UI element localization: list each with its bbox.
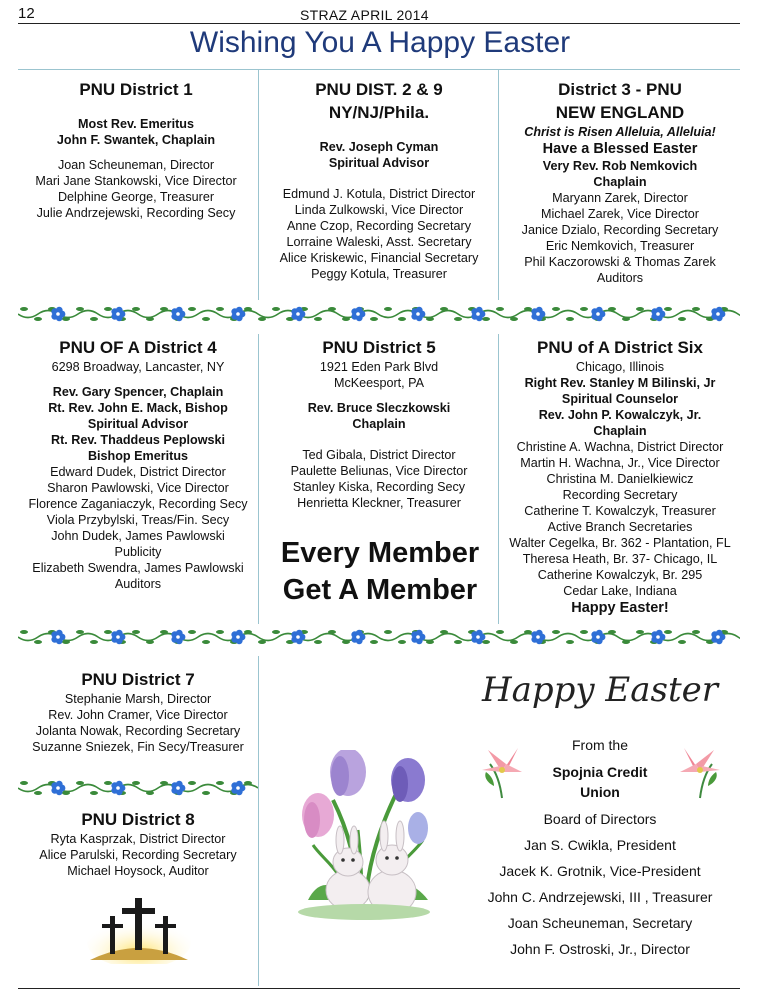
clergy-line: Rt. Rev. Thaddeus Peplowski: [50, 433, 226, 447]
officer-line: Eric Nemkovich, Treasurer: [545, 239, 695, 253]
vine-flower: [231, 307, 245, 321]
running-head: STRAZ APRIL 2014: [300, 7, 429, 23]
vine-leaf: [454, 640, 462, 644]
officer-line: Viola Przybylski, Treas/Fin. Secy: [46, 513, 230, 527]
slogan: [262, 535, 498, 609]
vine-leaf: [146, 640, 154, 644]
vine-leaf: [216, 307, 224, 311]
crosses-icon: [86, 892, 192, 964]
officer-line: Auditors: [114, 577, 162, 591]
officer-line: Recording Secretary: [562, 488, 678, 502]
vine-flower: [171, 630, 185, 644]
page-number: 12: [18, 5, 35, 22]
top-rule: [18, 23, 740, 24]
vine-leaf: [244, 307, 252, 311]
officer-line: Mari Jane Stankowski, Vice Director: [35, 174, 237, 188]
officer-line: Theresa Heath, Br. 37- Chicago, IL: [522, 552, 718, 566]
clergy-line: Spiritual Counselor: [561, 392, 679, 406]
district-3: [500, 78, 740, 286]
board-member: John C. Andrzejewski, III , Treasurer: [487, 889, 713, 905]
officer-line: Publicity: [114, 545, 162, 559]
officer-line: Joan Scheuneman, Director: [57, 158, 215, 172]
advisor-line: Rev. Joseph Cyman: [319, 140, 439, 154]
officer-line: Ryta Kasprzak, District Director: [50, 832, 226, 846]
vine-leaf: [188, 307, 196, 311]
vine-leaf: [160, 630, 168, 634]
vine-leaf: [90, 317, 98, 321]
district-heading: PNU District 8: [81, 810, 195, 829]
vine-leaf: [552, 307, 560, 311]
slogan-line: Every Member: [280, 537, 480, 569]
from-line: From the: [571, 737, 628, 753]
district-5: [260, 336, 498, 511]
board-member: Jacek K. Grotnik, Vice-President: [499, 863, 701, 879]
district-8: [18, 808, 258, 879]
vine-leaf: [188, 781, 196, 785]
district-2-9: [260, 78, 498, 282]
officer-line: Henrietta Kleckner, Treasurer: [297, 496, 461, 510]
district-heading: PNU of A District Six: [537, 338, 703, 357]
vine-leaf: [342, 317, 350, 321]
closing-wish: Happy Easter!: [571, 600, 669, 616]
clergy-line: Rev. Gary Spencer, Chaplain: [52, 385, 224, 399]
vine-leaf: [76, 781, 84, 785]
officer-line: Anne Czop, Recording Secretary: [286, 219, 472, 233]
clergy-line: Chaplain: [593, 424, 647, 438]
vine-flower: [411, 630, 425, 644]
district-heading: PNU DIST. 2 & 9: [315, 80, 443, 99]
vine-leaf: [104, 781, 112, 785]
vine-leaf: [202, 640, 210, 644]
officer-line: Julie Andrzejewski, Recording Secy: [36, 206, 236, 220]
district-heading: NY/NJ/Phila.: [328, 103, 430, 122]
officer-line: Janice Dzialo, Recording Secretary: [521, 223, 719, 237]
vine-leaf: [258, 317, 266, 321]
vine-leaf: [62, 317, 70, 321]
vine-leaf: [34, 791, 42, 795]
officer-line: Michael Hoysock, Auditor: [67, 864, 209, 878]
vine-leaf: [678, 640, 686, 644]
clergy-line: Spiritual Advisor: [87, 417, 189, 431]
officer-line: Alice Kriskewic, Financial Secretary: [279, 251, 479, 265]
district-heading: PNU District 1: [79, 80, 193, 99]
vine-leaf: [244, 630, 252, 634]
officer-line: Jolanta Nowak, Recording Secretary: [35, 724, 241, 738]
vine-leaf: [76, 630, 84, 634]
address: 6298 Broadway, Lancaster, NY: [51, 360, 225, 374]
vine-leaf: [440, 630, 448, 634]
vine-leaf: [664, 307, 672, 311]
officer-line: Stephanie Marsh, Director: [64, 692, 212, 706]
officer-line: Suzanne Sniezek, Fin Secy/Treasurer: [32, 740, 244, 754]
officer-line: John Dudek, James Pawlowski: [51, 529, 225, 543]
vine-leaf: [62, 640, 70, 644]
chaplain-line: Chaplain: [352, 417, 406, 431]
vine-leaf: [90, 791, 98, 795]
officer-line: Catherine T. Kowalczyk, Treasurer: [524, 504, 716, 518]
advisor-line: Spiritual Advisor: [328, 156, 430, 170]
chaplain-line: John F. Swantek, Chaplain: [56, 133, 216, 147]
vine-leaf: [426, 640, 434, 644]
officer-line: Stanley Kiska, Recording Secy: [292, 480, 466, 494]
vine-leaf: [636, 630, 644, 634]
address: 1921 Eden Park Blvd: [319, 360, 439, 374]
bottom-rule: [18, 988, 740, 989]
district-1: [18, 78, 254, 221]
vine-flower: [591, 630, 605, 644]
vine-leaf: [566, 640, 574, 644]
vine-flower: [231, 781, 245, 795]
happy-easter-script: Happy Easter: [481, 670, 719, 710]
vine-leaf: [692, 630, 700, 634]
board-member: Jan S. Cwikla, President: [524, 837, 676, 853]
officer-line: Maryann Zarek, Director: [552, 191, 688, 205]
officer-line: Catherine Kowalczyk, Br. 295: [537, 568, 703, 582]
vine-leaf: [20, 630, 28, 634]
officer-line: Linda Zulkowski, Vice Director: [294, 203, 464, 217]
vine-leaf: [244, 781, 252, 785]
vine-leaf: [328, 630, 336, 634]
officer-line: Cedar Lake, Indiana: [563, 584, 677, 598]
vine-leaf: [692, 307, 700, 311]
vine-leaf: [216, 630, 224, 634]
officer-line: Michael Zarek, Vice Director: [541, 207, 699, 221]
vine-leaf: [132, 630, 140, 634]
district-heading: District 3 - PNU: [558, 80, 682, 99]
vine-leaf: [76, 307, 84, 311]
vine-leaf: [524, 630, 532, 634]
address: McKeesport, PA: [333, 376, 425, 390]
district-heading: PNU District 7: [81, 670, 195, 689]
vine-leaf: [482, 640, 490, 644]
vine-leaf: [20, 781, 28, 785]
vine-leaf: [90, 640, 98, 644]
vine-leaf: [496, 630, 504, 634]
vine-border: [18, 303, 740, 325]
vine-leaf: [160, 781, 168, 785]
vine-leaf: [580, 307, 588, 311]
vine-leaf: [440, 307, 448, 311]
board-member: Joan Scheuneman, Secretary: [507, 915, 693, 931]
vine-border: [18, 626, 740, 648]
vine-leaf: [202, 317, 210, 321]
vine-leaf: [510, 317, 518, 321]
vine-leaf: [664, 630, 672, 634]
vine-leaf: [258, 640, 266, 644]
officer-line: Walter Cegelka, Br. 362 - Plantation, FL: [509, 536, 731, 550]
district-heading: NEW ENGLAND: [555, 103, 685, 122]
clergy-line: Bishop Emeritus: [87, 449, 189, 463]
vine-leaf: [608, 630, 616, 634]
vine-border: [18, 777, 258, 799]
vine-leaf: [580, 630, 588, 634]
chaplain-line: Very Rev. Rob Nemkovich: [542, 159, 698, 173]
vine-leaf: [398, 640, 406, 644]
clergy-line: Right Rev. Stanley M Bilinski, Jr: [524, 376, 716, 390]
vine-leaf: [314, 640, 322, 644]
vine-leaf: [342, 640, 350, 644]
officer-line: Peggy Kotula, Treasurer: [311, 267, 447, 281]
vine-leaf: [636, 307, 644, 311]
officer-line: Christine A. Wachna, District Director: [516, 440, 724, 454]
officer-line: Florence Zaganiaczyk, Recording Secy: [28, 497, 248, 511]
officer-line: Alice Parulski, Recording Secretary: [39, 848, 237, 862]
vine-leaf: [188, 630, 196, 634]
vine-leaf: [272, 630, 280, 634]
divider: [258, 656, 259, 986]
district-heading: PNU OF A District 4: [59, 338, 217, 357]
divider: [258, 334, 259, 624]
vine-leaf: [398, 317, 406, 321]
vine-leaf: [146, 791, 154, 795]
vine-leaf: [146, 317, 154, 321]
wish: Have a Blessed Easter: [542, 141, 698, 157]
vine-leaf: [454, 317, 462, 321]
vine-flower: [651, 630, 665, 644]
officer-line: Active Branch Secretaries: [547, 520, 693, 534]
vine-leaf: [272, 307, 280, 311]
vine-leaf: [482, 317, 490, 321]
officer-line: Paulette Beliunas, Vice Director: [290, 464, 468, 478]
divider: [498, 70, 499, 300]
page-title: Wishing You A Happy Easter: [189, 26, 571, 59]
officer-line: Delphine George, Treasurer: [57, 190, 215, 204]
organization-name: Union: [580, 784, 620, 800]
officer-line: Ted Gibala, District Director: [302, 448, 456, 462]
vine-leaf: [510, 640, 518, 644]
vine-leaf: [62, 791, 70, 795]
city: Chicago, Illinois: [575, 360, 665, 374]
officer-line: Christina M. Danielkiewicz: [546, 472, 694, 486]
vine-leaf: [216, 781, 224, 785]
vine-leaf: [314, 317, 322, 321]
clergy-line: Rt. Rev. John E. Mack, Bishop: [48, 401, 228, 415]
vine-leaf: [384, 307, 392, 311]
vine-leaf: [160, 307, 168, 311]
vine-leaf: [524, 307, 532, 311]
district-4: [18, 336, 258, 592]
board-member: John F. Ostroski, Jr., Director: [510, 941, 690, 957]
vine-leaf: [34, 317, 42, 321]
officer-line: Phil Kaczorowski & Thomas Zarek: [524, 255, 716, 269]
vine-leaf: [552, 630, 560, 634]
chaplain-line: Most Rev. Emeritus: [78, 117, 194, 131]
vine-leaf: [328, 307, 336, 311]
vine-leaf: [20, 307, 28, 311]
clergy-line: Rev. John P. Kowalczyk, Jr.: [538, 408, 702, 422]
officer-line: Rev. John Cramer, Vice Director: [48, 708, 228, 722]
divider: [258, 70, 259, 300]
crocus-bunnies-image: [288, 750, 440, 922]
vine-leaf: [566, 317, 574, 321]
officer-line: Edward Dudek, District Director: [50, 465, 226, 479]
vine-leaf: [622, 640, 630, 644]
chaplain-line: Rev. Bruce Sleczkowski: [307, 401, 451, 415]
vine-leaf: [370, 317, 378, 321]
credit-union-greeting: [470, 732, 730, 962]
vine-flower: [171, 307, 185, 321]
district-heading: PNU District 5: [322, 338, 436, 357]
divider: [498, 334, 499, 624]
vine-flower: [651, 307, 665, 321]
vine-leaf: [496, 307, 504, 311]
vine-leaf: [426, 317, 434, 321]
vine-flower: [411, 307, 425, 321]
vine-leaf: [104, 307, 112, 311]
officer-line: Sharon Pawlowski, Vice Director: [47, 481, 229, 495]
vine-flower: [231, 630, 245, 644]
vine-leaf: [104, 630, 112, 634]
officer-line: Elizabeth Swendra, James Pawlowski: [32, 561, 244, 575]
officer-line: Edmund J. Kotula, District Director: [282, 187, 476, 201]
slogan-line: Get A Member: [282, 574, 478, 606]
chaplain-line: Chaplain: [593, 175, 647, 189]
title-rule: [18, 69, 740, 70]
vine-leaf: [384, 630, 392, 634]
officer-line: Martin H. Wachna, Jr., Vice Director: [520, 456, 720, 470]
vine-leaf: [678, 317, 686, 321]
organization-name: Spojnia Credit: [552, 764, 648, 780]
officer-line: Lorraine Waleski, Asst. Secretary: [286, 235, 472, 249]
district-7: [18, 668, 258, 755]
district-6: [500, 336, 740, 617]
vine-leaf: [34, 640, 42, 644]
vine-leaf: [132, 781, 140, 785]
greeting: Christ is Risen Alleluia, Alleluia!: [524, 125, 716, 139]
vine-leaf: [370, 640, 378, 644]
vine-leaf: [622, 317, 630, 321]
vine-leaf: [132, 307, 140, 311]
vine-leaf: [608, 307, 616, 311]
vine-flower: [591, 307, 605, 321]
vine-flower: [171, 781, 185, 795]
vine-leaf: [202, 791, 210, 795]
officer-line: Auditors: [596, 271, 644, 285]
board-title: Board of Directors: [543, 811, 657, 827]
